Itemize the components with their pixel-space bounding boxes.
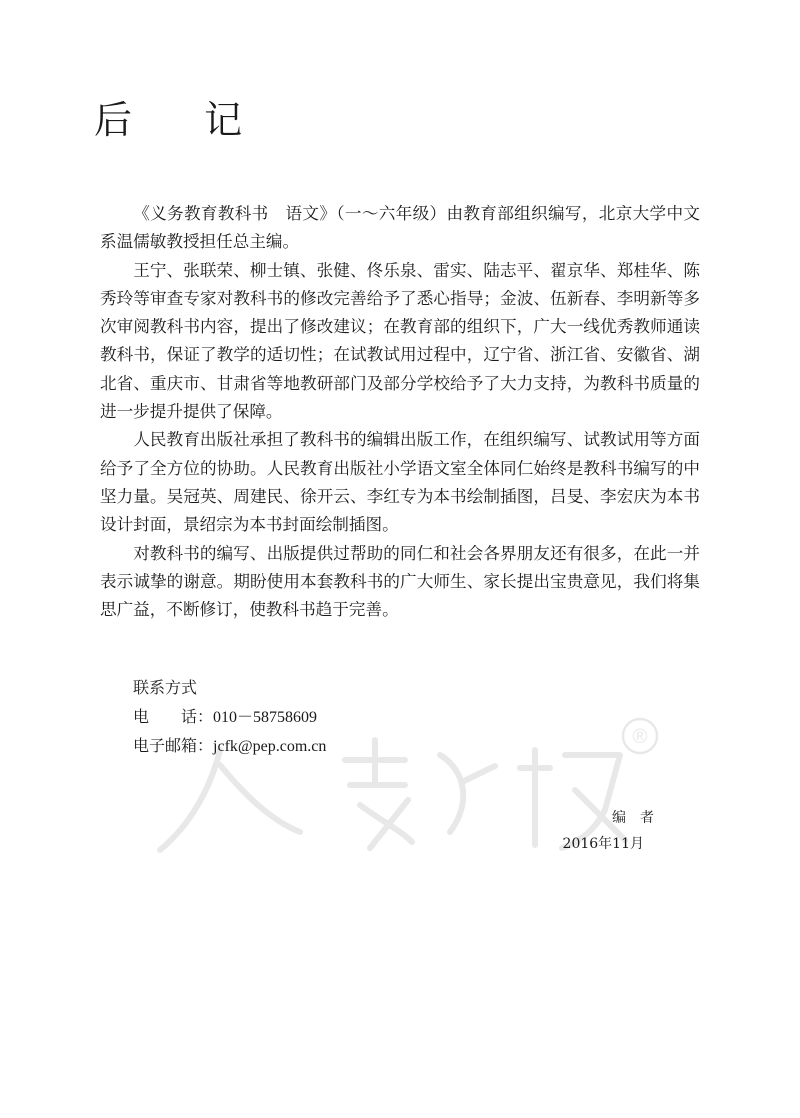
paragraph-3: 人民教育出版社承担了教科书的编辑出版工作，在组织编写、试教试用等方面给予了全方位的协助。人民教育出版社小学语文室全体同仁始终是教科书编写的中坚力量。吴冠英、周建民、徐开云、李红专为本书绘制插图，吕旻、李宏庆为本书设计封面，景绍宗为本书封面绘制插图。 [100,430,700,535]
afterword-body [100,200,700,624]
contact-heading: 联系方式 [133,678,198,697]
paragraph-2: 王宁、张联荣、柳士镇、张健、佟乐泉、雷实、陆志平、翟京华、郑桂华、陈秀玲等审查专家对教科书的修改完善给予了悉心指导；金波、伍新春、李明新等多次审阅教科书内容，提出了修改建议；在教育部的组织下，广大一线优秀教师通读教科书，保证了教学的适切性；在试教试用过程中，辽宁省、浙江省、安徽省、湖北省、重庆市、甘肃省等地教研部门及部分学校给予了大力支持，为教科书质量的进一步提升提供了保障。 [100,260,700,422]
page-title: 后 记 [94,98,273,142]
phone-label: 电 话： [133,706,214,726]
signature [520,805,690,857]
email-label: 电子邮箱： [133,736,214,755]
phone-number: 010－58758609 [213,708,318,726]
signature-editor: 编 者 [612,810,654,826]
registered-mark: ® [632,726,648,748]
paragraph-4: 对教科书的编写、出版提供过帮助的同仁和社会各界朋友还有很多，在此一并表示诚挚的谢意。期盼使用本套教科书的广大师生、家长提出宝贵意见，我们将集思广益，不断修订，使教科书趋于完善。 [100,543,700,620]
paragraph-1: 《义务教育教科书 语文》（一～六年级）由教育部组织编写，北京大学中文系温儒敏教授担任总主编。 [100,204,700,252]
signature-date: 2016年11月 [562,836,644,852]
email-address: jcfk@pep.com.cn [213,738,327,755]
